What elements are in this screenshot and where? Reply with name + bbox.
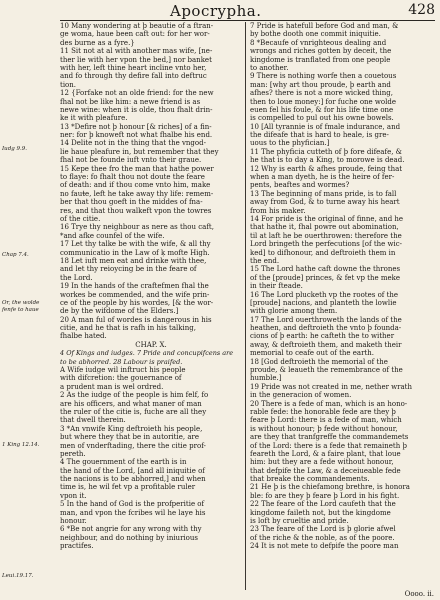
text-line: 18 Let iuft men eat and drinke with thee, bbox=[60, 256, 207, 265]
column-divider bbox=[245, 22, 246, 590]
text-line: 10 Many wondering at þ beautie of a ftran- bbox=[60, 22, 214, 30]
right-column-lines bbox=[250, 22, 438, 551]
text-line: lie haue pleafure in, but remember that they bbox=[60, 147, 219, 156]
text-line: 21 He þ is the chiefamong brethre, is honora bbox=[250, 483, 410, 492]
text-line: 4 The gouernment of the earth is in bbox=[60, 458, 187, 467]
text-line: ce of the people by his wordes, [& the wor- bbox=[60, 298, 214, 307]
running-title: Apocrypha. bbox=[170, 2, 262, 20]
text-line: til at laft he be ouerthrowen: therefore the bbox=[250, 231, 402, 240]
text-line: of death: and if thou come vnto him, make bbox=[60, 181, 211, 190]
text-line: proude, & leaueth the remembrance of the bbox=[250, 366, 403, 375]
text-line: 20 A man ful of wordes is dangerous in his bbox=[60, 315, 212, 324]
text-line: newe wine: when it is olde, thou fhalt drin- bbox=[60, 105, 213, 114]
text-line: 13 *Defire not þ honour [& riches] of a fin- bbox=[60, 122, 212, 131]
text-line: feareth the Lord, & a faire plant, that loue bbox=[250, 449, 401, 458]
text-line: when a man dyeth, he is the heire of fer- bbox=[250, 173, 395, 182]
text-line: 15 Kepe thee fro the man that hathe power bbox=[60, 164, 214, 173]
text-line: are his officers, and what maner of man bbox=[60, 399, 202, 408]
text-line: 8 *Becaufe of vnrighteous dealing and bbox=[250, 38, 387, 47]
text-line: that hathe it, fhal powre out abomination, bbox=[250, 223, 399, 232]
text-line: practifes. bbox=[60, 542, 94, 551]
text-line: *and afke counfel of the wife. bbox=[60, 231, 165, 240]
text-line: the nacions is to be abhorred,] and when bbox=[60, 475, 206, 484]
text-line: to be abhorred. 28 Labour is praifed. bbox=[60, 357, 183, 366]
text-line: 17 The Lord ouerthroweth the lands of the bbox=[250, 315, 402, 324]
text-line: in their fteade. bbox=[250, 282, 303, 291]
text-line: 10 [All tyrannie is of fmale indurance, and bbox=[250, 122, 401, 131]
text-line: 11 Sit not at al with another mas wife, [ne- bbox=[60, 47, 213, 56]
text-line: away from God, & to turne away his heart bbox=[250, 198, 400, 207]
text-line: away, & deftroieth them, and maketh their bbox=[250, 340, 402, 349]
text-line: 6 *Be not angrie for any wrong with thy bbox=[60, 525, 202, 534]
text-line: and fo through thy defire fall into deftruc bbox=[60, 72, 207, 81]
text-line: 13 The beginning of mans pride, is to fall bbox=[250, 189, 397, 198]
text-line: pereth. bbox=[60, 449, 86, 458]
left-margin-notes bbox=[0, 0, 56, 600]
text-line: a prudent man is wel ordred. bbox=[60, 382, 164, 391]
text-line: 18 [God deftroieth the memorial of the bbox=[250, 357, 388, 366]
text-line: res, and that thou walkeft vpon the towres bbox=[60, 206, 212, 215]
text-line: to another. bbox=[250, 63, 289, 72]
text-line: ke it with pleafure. bbox=[60, 114, 128, 123]
text-line: communicatio in the Law of ķ mofte High. bbox=[60, 248, 210, 257]
margin-note: Or, the wolde bbox=[2, 300, 40, 306]
text-line: that dwell therein. bbox=[60, 416, 126, 425]
text-line: is loft by crueltie and pride. bbox=[250, 517, 349, 526]
text-line: the Lord. bbox=[60, 273, 93, 282]
text-line: ge woma, haue been caft out: for her wor- bbox=[60, 30, 210, 39]
text-line: with her, left thine heart incline vnto her, bbox=[60, 63, 207, 72]
text-line: that breake the commandements. bbox=[250, 475, 370, 484]
text-line: in the generacion of women. bbox=[250, 391, 352, 400]
text-line: kingdome is tranflated from one people bbox=[250, 55, 391, 64]
text-line: fhal not be founde iuft vnto their graue. bbox=[60, 156, 202, 165]
text-line: the difeafe that is hard to heale, is gre- bbox=[250, 131, 389, 140]
text-line: 14 For pride is the original of finne, and he bbox=[250, 214, 404, 223]
text-line: with glorie among them. bbox=[250, 307, 338, 316]
text-line: with difcretion: the gouernance of bbox=[60, 374, 182, 383]
text-line: no fauŧe, left he take away thy life: remem- bbox=[60, 189, 214, 198]
text-line: of the riche & the noble, as of the poore. bbox=[250, 533, 395, 542]
text-line: and let thy reioycing be in the feare of bbox=[60, 265, 197, 274]
text-line: citie, and he that is rafh in his talking, bbox=[60, 324, 196, 333]
text-line: 12 {Forfake not an olde friend: for the new bbox=[60, 89, 214, 98]
margin-note: fenfe to haue bbox=[2, 307, 39, 313]
text-line: [proude] nacions, and planteth the lowlie bbox=[250, 298, 397, 307]
text-line: 23 The feare of the Lord is þ glorie afwel bbox=[250, 525, 396, 534]
text-line: by bothe dooth one commit iniquitie. bbox=[250, 30, 381, 39]
text-line: man, and vpon the fcribes wil he laye his bbox=[60, 508, 206, 517]
text-line: de by the wifdome of the Elders.] bbox=[60, 307, 179, 316]
text-line: fhalbe hated. bbox=[60, 332, 107, 341]
text-line: 17 Let thy talke be with the wife, & all thy bbox=[60, 240, 211, 249]
text-line: 11 The phyficia cutteth of þ fore difeafe, & bbox=[250, 147, 402, 156]
text-line: ber that thou goeft in the middes of fna- bbox=[60, 198, 203, 207]
text-line: but where they that be in autoritie, are bbox=[60, 433, 199, 442]
text-line: of the citie. bbox=[60, 214, 101, 223]
text-line: A Wife iudge wil inftruct his people bbox=[60, 366, 186, 375]
text-line: 16 Trye thy neighbour as nere as thou caft, bbox=[60, 223, 214, 232]
text-line: ble: fo are they þ feare þ Lord in his fight. bbox=[250, 491, 400, 500]
text-line: ther lie with her vpon the bed,] nor banket bbox=[60, 55, 212, 64]
text-line: 19 Pride was not created in me, nether wrath bbox=[250, 382, 412, 391]
text-line: that defpife the Law, & a deceiueable fede bbox=[250, 466, 401, 475]
text-line: afhes? there is not a more wicked thing, bbox=[250, 89, 393, 98]
margin-note: Leui.19.17. bbox=[2, 573, 34, 579]
text-line: the ruler of the citie is, fuche are all they bbox=[60, 407, 207, 416]
text-line: 3 *An vnwife King deftroieth his people, bbox=[60, 424, 203, 433]
text-line: heathen, and deftroieth the vnto þ founda- bbox=[250, 324, 402, 333]
text-line: of the Lord: there is a fede that remaineth þ bbox=[250, 441, 407, 450]
text-line: the end. bbox=[250, 256, 280, 265]
text-line: 4 Of Kings and iudges. 7 Pride and concupifcens are bbox=[60, 349, 234, 358]
text-line: are they that tranfgreffe the commandemets bbox=[250, 433, 409, 442]
text-line: 2 As the iudge of the people is him felf, fo bbox=[60, 391, 209, 400]
text-line: of the [proude] princes, & fet vp the meke bbox=[250, 273, 401, 282]
text-line: he that is to day a King, to morowe is dead. bbox=[250, 156, 405, 165]
text-line: 9 There is nothing worfe then a couetous bbox=[250, 72, 397, 81]
text-line: 7 Pride is hatefull before God and man, & bbox=[250, 22, 399, 30]
text-line: 20 There is a fede of man, which is an hono- bbox=[250, 399, 408, 408]
text-line: 14 Delite not in the thing that the vngod- bbox=[60, 139, 206, 148]
text-line: man: [why art thou proude, þ earth and bbox=[250, 80, 391, 89]
signature-mark: Oooo. ii. bbox=[404, 590, 434, 598]
header-rule bbox=[60, 20, 435, 21]
text-line: the hand of the Lord, [and all iniquitie of bbox=[60, 466, 205, 475]
text-line: 12 Why is earth & afhes proude, feing that bbox=[250, 164, 403, 173]
text-line: 22 The feare of the Lord caufeth that the bbox=[250, 500, 396, 509]
text-line: wrongs and riches gotten by deceit, the bbox=[250, 47, 392, 56]
text-line: des burne as a fyre.} bbox=[60, 38, 135, 47]
text-line: rable fede: the honorable fede are they þ bbox=[250, 407, 396, 416]
text-line: uous to the phyfician.] bbox=[250, 139, 330, 148]
text-line: memorial to ceafe out of the earth. bbox=[250, 349, 374, 358]
text-line: then to loue money:] for fuche one wolde bbox=[250, 97, 396, 106]
text-line: neighbour, and do nothing by iniurious bbox=[60, 533, 198, 542]
text-line: tion. bbox=[60, 80, 76, 89]
text-line: from his maker. bbox=[250, 206, 306, 215]
text-line: cions of þ earth: he cafteth the to wither bbox=[250, 332, 395, 341]
text-line: is without honour; þ fede without honour, bbox=[250, 424, 398, 433]
text-line: 5 In the hand of God is the profperitie of bbox=[60, 500, 205, 509]
text-line: vpon it. bbox=[60, 491, 87, 500]
page-number: 428 bbox=[408, 2, 435, 18]
text-line: CHAP. X. bbox=[135, 340, 167, 349]
text-line: 19 In the hands of the craftefmen fhal the bbox=[60, 282, 209, 291]
left-text-column bbox=[60, 22, 242, 590]
text-line: time is, he wil fet vp a profitable ruler bbox=[60, 483, 196, 492]
text-line: euen fel his foule, & for his life time one bbox=[250, 105, 394, 114]
right-text-column bbox=[250, 22, 438, 590]
text-line: feare þ Lord: there is a fede of man, which bbox=[250, 416, 402, 425]
text-line: him: but they are a fede without honour, bbox=[250, 458, 394, 467]
margin-note: 1 King 12.14. bbox=[2, 442, 40, 448]
margin-note: Chap 7.4. bbox=[2, 252, 29, 258]
text-line: pents, beaftes and wormes? bbox=[250, 181, 350, 190]
text-line: kingdome faileth not, but the kingdome bbox=[250, 508, 391, 517]
text-line: 16 The Lord plucketh vp the rootes of the bbox=[250, 290, 399, 299]
text-line: fhal not be like him: a newe friend is as bbox=[60, 97, 201, 106]
text-line: to flaye: fo fhalt thou not doute the feare bbox=[60, 173, 205, 182]
text-line: men of vnderftading, there the citie prof- bbox=[60, 441, 206, 450]
text-line: ked] to difhonour, and deftroieth them in bbox=[250, 248, 396, 257]
margin-note: Iudg 9.9. bbox=[2, 146, 27, 152]
text-line: 24 It is not mete to defpife the poore man bbox=[250, 542, 399, 551]
left-column-lines bbox=[60, 22, 242, 551]
text-line: Lord bringeth the perfecutions [of the wic- bbox=[250, 240, 403, 249]
text-line: humble.] bbox=[250, 374, 282, 383]
text-line: is compelled to pul out his owne bowels. bbox=[250, 114, 394, 123]
text-line: 15 The Lord hathe caft downe the thrones bbox=[250, 265, 401, 274]
text-line: honour. bbox=[60, 517, 87, 526]
text-line: ner: for þ knoweft not what fhalbe his end. bbox=[60, 131, 213, 140]
text-line: workes be commended, and the wife prin- bbox=[60, 290, 210, 299]
